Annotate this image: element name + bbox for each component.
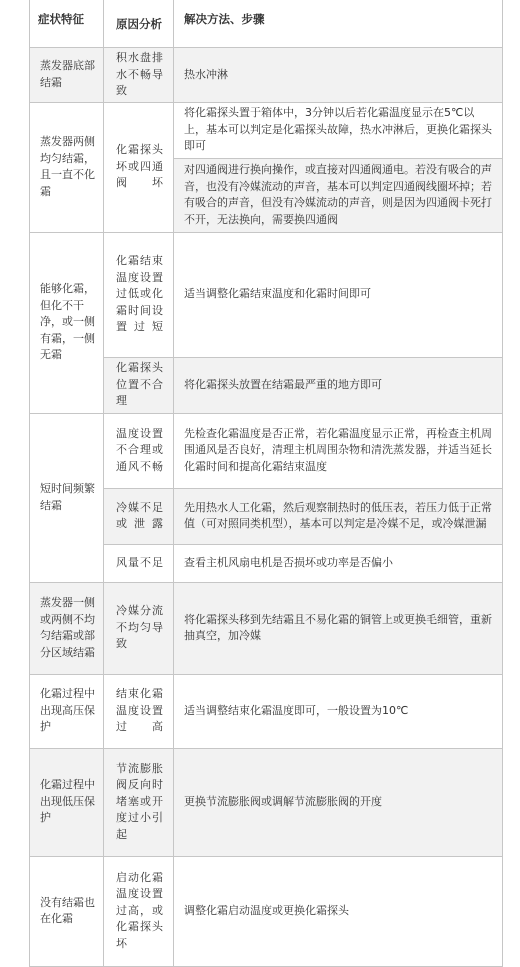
- cause-cell: 化霜探头位置不合理: [104, 357, 174, 413]
- solution-cell: 更换节流膨胀阀或调解节流膨胀阀的开度: [174, 748, 503, 856]
- table-row: [30, 582, 503, 674]
- solution-cell: 对四通阀进行换向操作，或直接对四通阀通电。若没有吸合的声音，也没有冷媒流动的声音，基本可以判定四通阀线圈坏掉；若有吸合的声音，但没有冷媒流动的声音，则是因为四通阀卡死打不开，无法换向，需要换四通阀: [174, 158, 503, 232]
- table-row: [30, 748, 503, 856]
- solution-cell: 将化霜探头放置在结霜最严重的地方即可: [174, 357, 503, 413]
- symptom-cell: 化霜过程中出现高压保护: [30, 674, 104, 748]
- table-row: [30, 232, 503, 357]
- cause-cell: 启动化霜温度设置过高，或化霜探头坏: [104, 856, 174, 966]
- symptom-cell: 化霜过程中出现低压保护: [30, 748, 104, 856]
- cause-cell: 冷媒分流不均匀导致: [104, 582, 174, 674]
- cause-cell: 风量不足: [104, 544, 174, 582]
- cause-cell: 积水盘排水不畅导致: [104, 48, 174, 103]
- cause-cell: 温度设置不合理或通风不畅: [104, 413, 174, 488]
- symptom-cell: 蒸发器一侧或两侧不均匀结霜或部分区域结霜: [30, 582, 104, 674]
- solution-cell: 热水冲淋: [174, 48, 503, 103]
- solution-cell: 将化霜探头移到先结霜且不易化霜的铜管上或更换毛细管，重新抽真空，加冷媒: [174, 582, 503, 674]
- table-row: [30, 102, 503, 158]
- symptom-cell: 能够化霜，但化不干净，或一侧有霜，一侧无霜: [30, 232, 104, 413]
- solution-cell: 调整化霜启动温度或更换化霜探头: [174, 856, 503, 966]
- defrost-troubleshooting-table: [29, 0, 503, 967]
- solution-cell: 查看主机风扇电机是否损坏或功率是否偏小: [174, 544, 503, 582]
- header-cause: 原因分析: [104, 0, 174, 48]
- header-solution: 解决方法、步骤: [174, 0, 503, 48]
- table-row: [30, 674, 503, 748]
- symptom-cell: 蒸发器底部结霜: [30, 48, 104, 103]
- solution-cell: 先用热水人工化霜，然后观察制热时的低压表，若压力低于正常值（可对照同类机型），基本可以判定是冷媒不足，或冷媒泄漏: [174, 488, 503, 544]
- cause-cell: 节流膨胀阀反向时堵塞或开度过小引起: [104, 748, 174, 856]
- cause-cell: 冷媒不足或泄露: [104, 488, 174, 544]
- solution-cell: 将化霜探头置于箱体中，3分钟以后若化霜温度显示在5℃以上，基本可以判定是化霜探头故障，热水冲淋后，更换化霜探头即可: [174, 102, 503, 158]
- symptom-cell: 短时间频繁结霜: [30, 413, 104, 582]
- table-row: [30, 856, 503, 966]
- cause-cell: 结束化霜温度设置过高: [104, 674, 174, 748]
- header-symptom: 症状特征: [30, 0, 104, 48]
- table-header-row: [30, 0, 503, 48]
- table-row: [30, 48, 503, 103]
- cause-cell: 化霜探头坏或四通阀坏: [104, 102, 174, 232]
- symptom-cell: 没有结霜也在化霜: [30, 856, 104, 966]
- symptom-cell: 蒸发器两侧均匀结霜，且一直不化霜: [30, 102, 104, 232]
- cause-cell: 化霜结束温度设置过低或化霜时间设置过短: [104, 232, 174, 357]
- solution-cell: 先检查化霜温度是否正常，若化霜温度显示正常，再检查主机周围通风是否良好，清理主机周围杂物和清洗蒸发器，并适当延长化霜时间和提高化霜结束温度: [174, 413, 503, 488]
- solution-cell: 适当调整结束化霜温度即可，一般设置为10℃: [174, 674, 503, 748]
- table-row: [30, 413, 503, 488]
- solution-cell: 适当调整化霜结束温度和化霜时间即可: [174, 232, 503, 357]
